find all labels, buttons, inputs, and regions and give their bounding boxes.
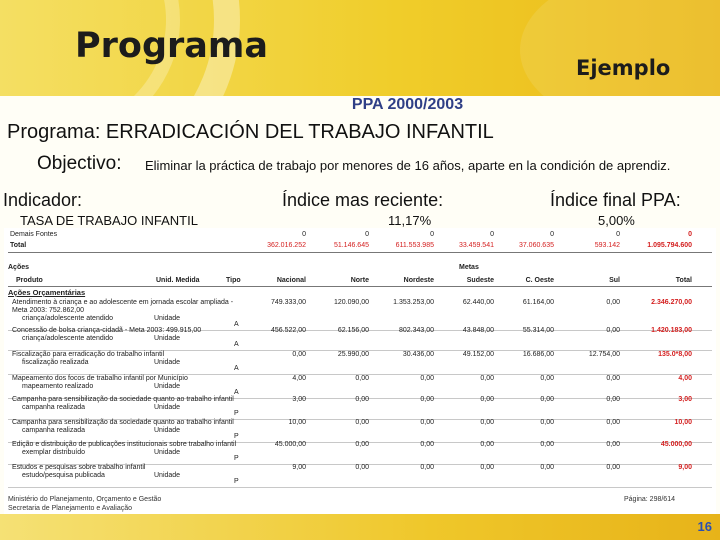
action-value: 9,00 [292, 464, 306, 471]
action-unit: Unidade [154, 427, 181, 434]
action-product: criança/adolescente atendido [22, 315, 114, 322]
summary-cell: 0 [550, 231, 554, 238]
action-unit: Unidade [154, 359, 181, 366]
document-footer-ministry: Ministério do Planejamento, Orçamento e Gestão [8, 496, 162, 503]
action-value: 749.333,00 [270, 299, 306, 306]
objective-label: Objectivo: [37, 153, 122, 174]
summary-cell: 593.142 [594, 242, 620, 249]
product-header: Produto [16, 277, 43, 284]
action-value: 10,00 [288, 419, 306, 426]
action-value: 10,00 [674, 419, 692, 426]
action-value: 0,00 [606, 375, 620, 382]
action-name: Concessão de bolsa criança-cidadã - Meta 2003: 499.915,00 [12, 327, 202, 334]
action-value: 0,00 [480, 464, 494, 471]
action-value: 0,00 [355, 375, 369, 382]
summary-cell: 0 [302, 231, 306, 238]
action-value: 3,00 [292, 396, 306, 403]
action-value: 0,00 [540, 419, 554, 426]
action-value: 0,00 [606, 396, 620, 403]
action-name: Estudos e pesquisas sobre trabalho infantil [12, 464, 146, 471]
action-value: 0,00 [480, 375, 494, 382]
action-value: 9,00 [678, 464, 692, 471]
region-header: C. Oeste [525, 277, 554, 284]
action-value: 49.152,00 [462, 351, 494, 358]
action-value: 802.343,00 [398, 327, 434, 334]
action-value: 16.686,00 [522, 351, 554, 358]
region-header: Total [675, 277, 692, 284]
final-index-value: 5,00% [598, 213, 635, 228]
document-page-info: Página: 298/614 [624, 496, 675, 503]
action-value: 0,00 [540, 441, 554, 448]
summary-cell: 1.095.794.600 [647, 242, 692, 249]
slide-title: Programa [75, 26, 268, 66]
summary-cell: 0 [688, 231, 692, 238]
action-value: 25.990,00 [337, 351, 369, 358]
action-product: fiscalização realizada [22, 359, 89, 366]
action-value: 0,00 [606, 419, 620, 426]
action-value: 43.848,00 [462, 327, 494, 334]
action-value: 456.522,00 [270, 327, 306, 334]
indicator-label: Indicador: [3, 190, 83, 210]
action-value: 0,00 [355, 464, 369, 471]
action-value: 0,00 [480, 396, 494, 403]
document-footer-secretariat: Secretaria de Planejamento e Avaliação [8, 505, 133, 512]
page-number: 16 [697, 519, 712, 534]
action-value: 0,00 [606, 299, 620, 306]
action-type: P [234, 410, 239, 417]
action-type: A [234, 389, 239, 396]
action-meta: Meta 2003: 752.862,00 [12, 307, 85, 314]
action-value: 4,00 [678, 375, 692, 382]
ppa-label: PPA 2000/2003 [351, 96, 464, 113]
action-unit: Unidade [154, 472, 181, 479]
action-value: 0,00 [606, 327, 620, 334]
action-type: P [234, 455, 239, 462]
action-product: mapeamento realizado [22, 383, 94, 390]
action-value: 135.0*8,00 [658, 351, 692, 358]
action-value: 4,00 [292, 375, 306, 382]
metas-header: Metas [459, 264, 479, 271]
action-value: 0,00 [355, 441, 369, 448]
region-header: Nacional [276, 277, 306, 284]
section-label: Ações Orçamentárias [8, 288, 86, 297]
action-value: 0,00 [606, 464, 620, 471]
action-name: Fiscalização para erradicação do trabalho infantil [12, 351, 165, 358]
action-value: 3,00 [678, 396, 692, 403]
action-product: estudo/pesquisa publicada [22, 472, 105, 479]
action-value: 0,00 [480, 441, 494, 448]
actions-label: Ações [8, 264, 30, 271]
action-value: 45.000,00 [660, 441, 692, 448]
final-index-label: Índice final PPA: [550, 190, 681, 210]
action-name: Edição e distribuição de publicações institucionais sobre trabalho infantil [12, 441, 237, 448]
action-value: 62.156,00 [337, 327, 369, 334]
action-value: 0,00 [292, 351, 306, 358]
action-name: Campanha para sensibilização da sociedade quanto ao trabalho infantil [12, 396, 234, 403]
action-product: campanha realizada [22, 427, 86, 434]
objective-text: Eliminar la práctica de trabajo por menores de 16 años, aparte en la condición de aprendiz. [145, 158, 671, 173]
action-name: Campanha para sensibilização da sociedade quanto ao trabalho infantil [12, 419, 234, 426]
action-unit: Unidade [154, 383, 181, 390]
slide-header [0, 0, 720, 96]
action-value: 45.000,00 [274, 441, 306, 448]
action-name: Mapeamento dos focos de trabalho infantil por Município [12, 375, 188, 382]
action-type: A [234, 321, 239, 328]
budget-table [4, 228, 716, 514]
action-value: 0,00 [420, 464, 434, 471]
action-value: 0,00 [540, 396, 554, 403]
summary-cell: 611.553.985 [395, 242, 434, 249]
summary-cell: 0 [365, 231, 369, 238]
slide-footer-bar [0, 514, 720, 540]
summary-row-label: Total [10, 242, 27, 249]
action-type: A [234, 365, 239, 372]
region-header: Sudeste [466, 277, 494, 284]
program-title: Programa: ERRADICACIÓN DEL TRABAJO INFANTIL [7, 121, 494, 143]
action-unit: Unidade [154, 335, 181, 342]
action-unit: Unidade [154, 404, 181, 411]
action-value: 0,00 [355, 419, 369, 426]
slide-subtitle: Ejemplo [576, 56, 671, 80]
summary-cell: 362.016.252 [267, 242, 306, 249]
action-value: 30.436,00 [402, 351, 434, 358]
summary-cell: 0 [430, 231, 434, 238]
action-value: 1.353.253,00 [393, 299, 434, 306]
table-divider [8, 286, 712, 287]
action-product: criança/adolescente atendido [22, 335, 114, 342]
summary-cell: 51.146.645 [333, 242, 369, 249]
action-value: 0,00 [540, 375, 554, 382]
action-value: 0,00 [606, 441, 620, 448]
action-value: 120.090,00 [333, 299, 369, 306]
action-value: 0,00 [420, 419, 434, 426]
action-value: 62.440,00 [462, 299, 494, 306]
action-value: 12.754,00 [588, 351, 620, 358]
summary-row-label: Demais Fontes [10, 231, 58, 238]
recent-index-value: 11,17% [388, 213, 432, 228]
action-unit: Unidade [154, 449, 181, 456]
region-header: Norte [350, 277, 369, 284]
action-value: 61.164,00 [522, 299, 554, 306]
action-value: 1.420.183,00 [651, 327, 692, 334]
action-value: 55.314,00 [522, 327, 554, 334]
recent-index-label: Índice mas reciente: [282, 190, 444, 210]
action-unit: Unidade [154, 315, 181, 322]
summary-cell: 0 [490, 231, 494, 238]
action-value: 0,00 [420, 441, 434, 448]
action-value: 0,00 [480, 419, 494, 426]
summary-cell: 0 [616, 231, 620, 238]
table-divider [8, 487, 712, 488]
action-type: P [234, 478, 239, 485]
table-divider [8, 252, 712, 253]
action-product: campanha realizada [22, 404, 86, 411]
action-product: exemplar distribuído [22, 449, 86, 456]
region-header: Nordeste [403, 277, 434, 284]
action-value: 0,00 [420, 396, 434, 403]
action-value: 0,00 [355, 396, 369, 403]
region-header: Sul [609, 277, 620, 284]
indicator-name: TASA DE TRABAJO INFANTIL [20, 213, 198, 228]
summary-cell: 37.060.635 [518, 242, 554, 249]
type-header: Tipo [226, 277, 241, 284]
action-type: A [234, 341, 239, 348]
action-value: 0,00 [540, 464, 554, 471]
header-decoration [520, 0, 720, 96]
action-type: P [234, 433, 239, 440]
summary-cell: 33.459.541 [458, 242, 494, 249]
action-value: 0,00 [420, 375, 434, 382]
action-value: 2.346.270,00 [651, 299, 692, 306]
unit-header: Unid. Medida [156, 277, 200, 284]
action-name: Atendimento à criança e ao adolescente em jornada escolar ampliada - [12, 299, 234, 306]
